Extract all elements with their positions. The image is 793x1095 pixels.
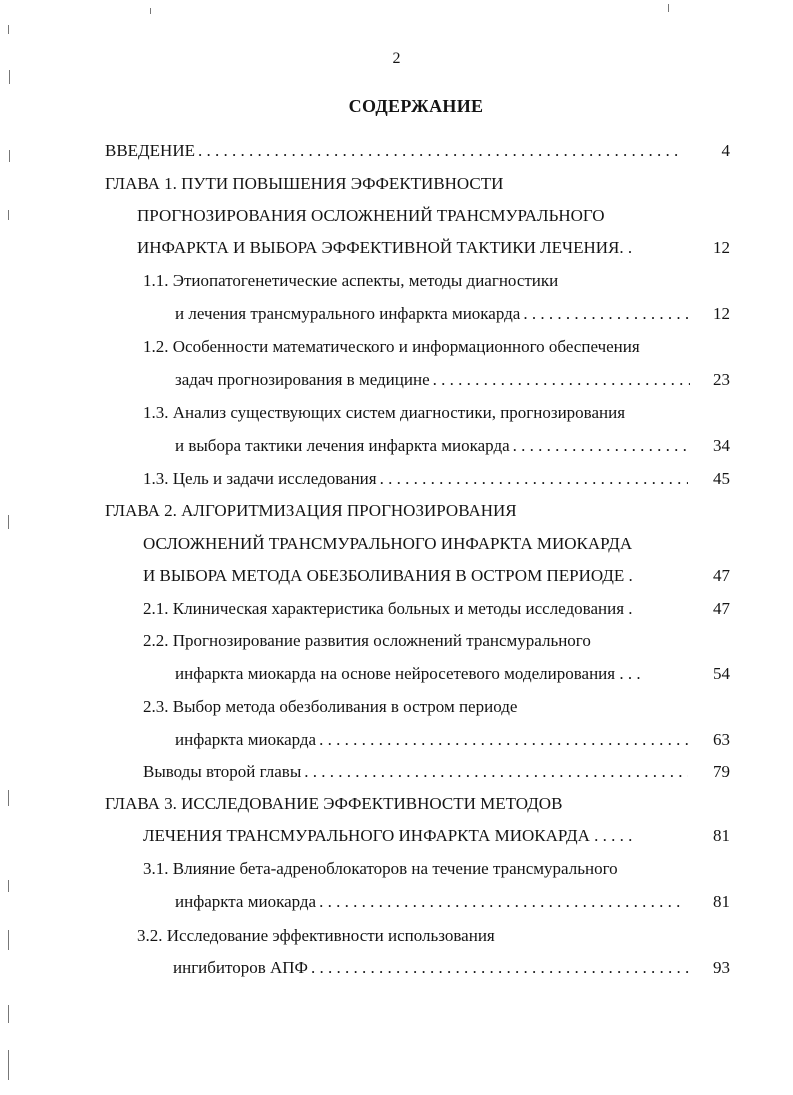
toc-page-number: 79 (713, 762, 730, 781)
toc-page-number: 81 (713, 826, 730, 845)
scan-artifact (8, 210, 9, 220)
toc-page-number: 34 (713, 436, 730, 455)
toc-entry-text: ИНФАРКТА И ВЫБОРА ЭФФЕКТИВНОЙ ТАКТИКИ ЛЕЧЕНИЯ. . (137, 238, 633, 257)
toc-page-number: 45 (713, 469, 730, 488)
toc-section-entry (143, 628, 591, 654)
toc-page-number: 47 (713, 566, 730, 585)
leader-dots (520, 301, 690, 327)
toc-chapter-heading (105, 171, 503, 197)
toc-section-entry-continued (175, 433, 690, 459)
leader-dots (308, 955, 690, 981)
toc-section-entry-continued (173, 955, 690, 981)
toc-chapter-heading (105, 498, 517, 524)
scan-artifact (8, 515, 9, 529)
toc-entry-text: Выводы второй главы (143, 762, 302, 781)
toc-page-number: 54 (713, 664, 730, 683)
toc-entry-text: задач прогнозирования в медицине (175, 370, 430, 389)
toc-section-entry (143, 856, 618, 882)
toc-page-number: 12 (713, 304, 730, 323)
toc-entry-text: инфаркта миокарда на основе нейросетевого моделирования . . . (175, 664, 641, 683)
toc-entry-text: ГЛАВА 1. ПУТИ ПОВЫШЕНИЯ ЭФФЕКТИВНОСТИ (105, 174, 504, 193)
toc-page-number: 4 (721, 141, 730, 160)
scan-artifact (8, 880, 9, 892)
toc-section-entry (143, 334, 640, 360)
toc-entry-text: 1.3. Цель и задачи исследования (143, 469, 377, 488)
toc-section-entry-continued (175, 889, 682, 915)
toc-chapter-heading-continued (143, 563, 633, 589)
toc-section-entry (137, 923, 495, 949)
page-number: 2 (392, 50, 401, 67)
toc-section-entry-continued (175, 661, 641, 687)
toc-section-entry (143, 268, 558, 294)
toc-entry-text: 1.1. Этиопатогенетические аспекты, методы диагностики (143, 271, 559, 290)
leader-dots (430, 367, 690, 393)
leader-dots (316, 889, 682, 915)
toc-page-number: 47 (713, 599, 730, 618)
toc-entry-text: и выбора тактики лечения инфаркта миокарда (175, 436, 510, 455)
leader-dots (377, 466, 688, 492)
toc-section-entry (143, 466, 688, 492)
toc-section-entry-continued (175, 367, 690, 393)
toc-entry-text: 2.2. Прогнозирование развития осложнений трансмурального (143, 631, 591, 650)
toc-entry-text: ЛЕЧЕНИЯ ТРАНСМУРАЛЬНОГО ИНФАРКТА МИОКАРДА . . . . . (143, 826, 633, 845)
toc-page-number: 63 (713, 730, 730, 749)
toc-page-number: 93 (713, 958, 730, 977)
toc-section-entry (143, 400, 625, 426)
scan-artifact (8, 930, 9, 950)
toc-page-number: 23 (713, 370, 730, 389)
toc-chapter-heading-continued (137, 235, 632, 261)
toc-section-entry-continued (175, 727, 690, 753)
scan-artifact (8, 1005, 9, 1023)
scan-artifact (8, 25, 9, 34)
toc-entry-text: И ВЫБОРА МЕТОДА ОБЕЗБОЛИВАНИЯ В ОСТРОМ ПЕРИОДЕ . (143, 566, 633, 585)
toc-entry-text: 2.3. Выбор метода обезболивания в остром периоде (143, 697, 518, 716)
toc-chapter-heading-continued (143, 531, 632, 557)
scan-artifact (8, 790, 9, 806)
toc-entry-text: 3.2. Исследование эффективности использования (137, 926, 495, 945)
leader-dots (510, 433, 690, 459)
toc-entry-text: ГЛАВА 3. ИССЛЕДОВАНИЕ ЭФФЕКТИВНОСТИ МЕТОДОВ (105, 794, 563, 813)
toc-section-entry (143, 759, 688, 785)
leader-dots (316, 727, 690, 753)
scan-artifact (9, 150, 10, 162)
toc-entry-text: ВВЕДЕНИЕ (105, 141, 195, 160)
toc-entry-text: ингибиторов АПФ (173, 958, 308, 977)
scan-artifact (9, 70, 10, 84)
toc-title: СОДЕРЖАНИЕ (348, 96, 484, 116)
toc-entry-introduction (105, 138, 682, 164)
toc-entry-text: ГЛАВА 2. АЛГОРИТМИЗАЦИЯ ПРОГНОЗИРОВАНИЯ (105, 501, 517, 520)
toc-entry-text: 1.2. Особенности математического и информационного обеспечения (143, 337, 640, 356)
scan-artifact (668, 4, 669, 12)
toc-entry-text: 3.1. Влияние бета-адреноблокаторов на течение трансмурального (143, 859, 618, 878)
toc-chapter-heading-continued (143, 823, 632, 849)
toc-entry-text: инфаркта миокарда (175, 730, 317, 749)
leader-dots (195, 138, 682, 164)
toc-chapter-heading (105, 791, 562, 817)
toc-entry-text: ОСЛОЖНЕНИЙ ТРАНСМУРАЛЬНОГО ИНФАРКТА МИОКАРДА (143, 534, 633, 553)
toc-section-entry-continued (175, 301, 690, 327)
toc-section-entry (143, 694, 517, 720)
toc-page-number: 81 (713, 892, 730, 911)
toc-page-number: 12 (713, 238, 730, 257)
toc-section-entry (143, 596, 633, 622)
toc-entry-text: 1.3. Анализ существующих систем диагностики, прогнозирования (143, 403, 626, 422)
scan-artifact (8, 1050, 9, 1080)
toc-entry-text: и лечения трансмурального инфаркта миокарда (175, 304, 521, 323)
toc-entry-text: ПРОГНОЗИРОВАНИЯ ОСЛОЖНЕНИЙ ТРАНСМУРАЛЬНОГО (137, 206, 605, 225)
toc-entry-text: 2.1. Клиническая характеристика больных и методы исследования . (143, 599, 633, 618)
toc-entry-text: инфаркта миокарда (175, 892, 317, 911)
toc-chapter-heading-continued (137, 203, 605, 229)
leader-dots (301, 759, 688, 785)
scan-artifact (150, 8, 151, 14)
